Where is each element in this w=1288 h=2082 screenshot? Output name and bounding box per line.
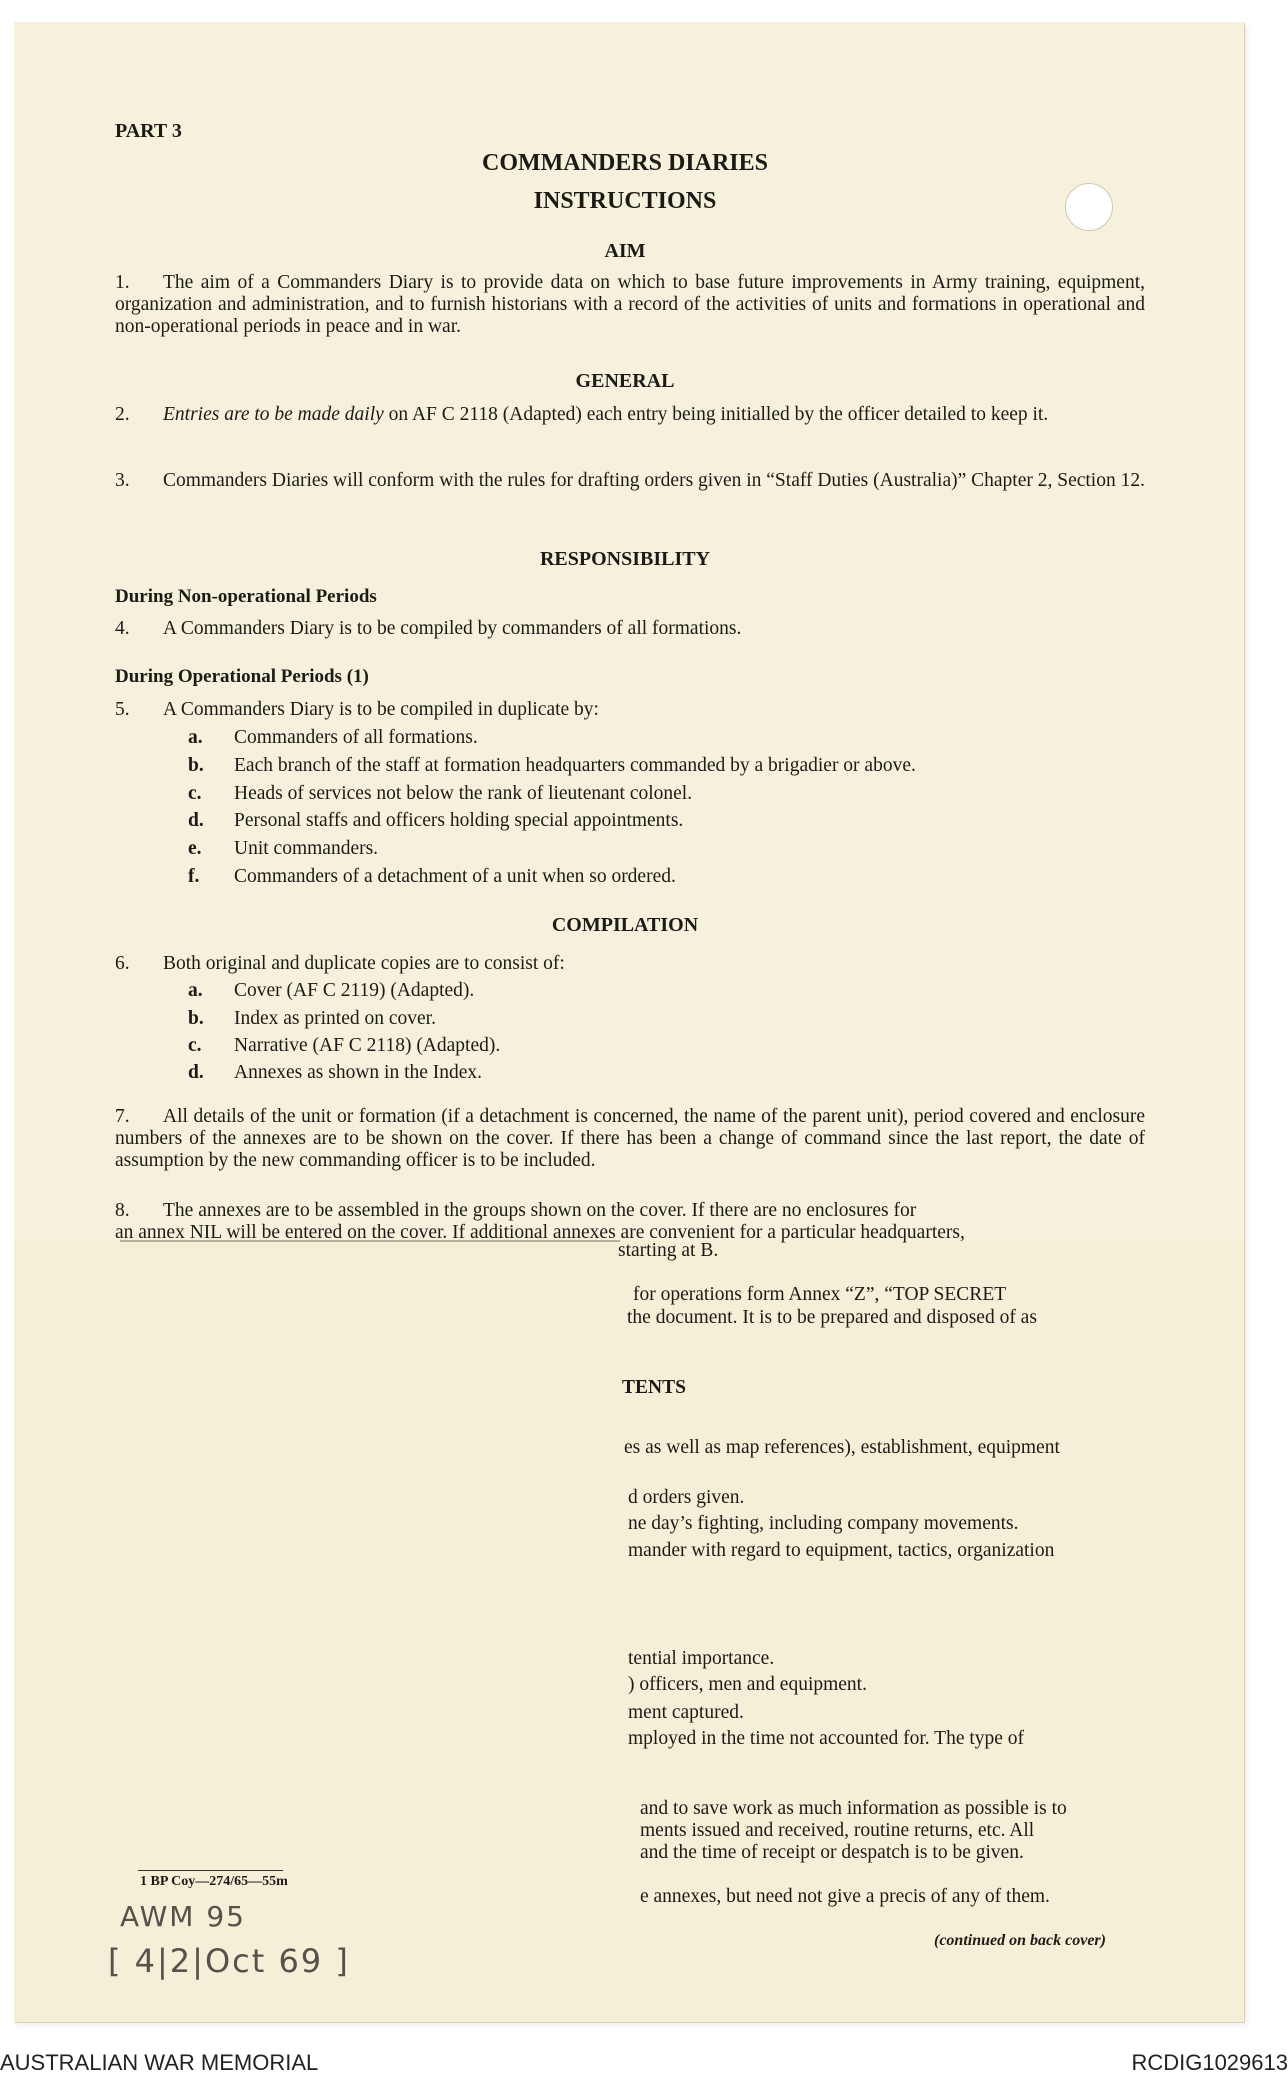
text-fragment: ) officers, men and equipment. (628, 1674, 867, 1695)
list-item: c. Heads of services not below the rank of lieutenant colonel. (188, 783, 693, 804)
paragraph-number: 4. (115, 618, 130, 639)
paragraph-5 (115, 699, 1145, 721)
part-label: PART 3 (115, 120, 182, 142)
paragraph-8-line-2: an annex NIL will be entered on the cover. If additional annexes are convenient for a particular headquarters, (115, 1222, 965, 1243)
heading-responsibility: RESPONSIBILITY (539, 548, 711, 570)
paragraph-number: 7. (115, 1106, 130, 1127)
paragraph-number: 1. (115, 272, 130, 293)
list-item: d. Personal staffs and officers holding special appointments. (188, 810, 684, 831)
paragraph-number: 5. (115, 699, 130, 720)
heading-general: GENERAL (575, 370, 675, 392)
paragraph-number: 8. (115, 1200, 130, 1221)
print-code: 1 BP Coy—274/65—55m (140, 1874, 288, 1889)
heading-contents-fragment: TENTS (622, 1377, 686, 1398)
paragraph-7 (115, 1106, 1145, 1172)
paragraph-text: Commanders Diaries will conform with the rules for drafting orders given in “Staff Duties (Australia)” Chapter 2, Section 12. (163, 470, 1145, 491)
list-item: e. Unit commanders. (188, 838, 379, 859)
text-fragment: mander with regard to equipment, tactics, organization (628, 1540, 1055, 1561)
text-fragment: tential importance. (628, 1648, 775, 1669)
paragraph-2 (115, 404, 1145, 426)
archive-id: RCDIG1029613 (1131, 2050, 1288, 2075)
text-fragment: d orders given. (628, 1487, 745, 1508)
paragraph-number: 6. (115, 953, 130, 974)
list-item: c. Narrative (AF C 2118) (Adapted). (188, 1035, 501, 1056)
list-item: f. Commanders of a detachment of a unit when so ordered. (188, 866, 676, 887)
paragraph-1 (115, 272, 1145, 338)
list-item: b. Index as printed on cover. (188, 1008, 436, 1029)
paragraph-number: 2. (115, 404, 130, 425)
continued-note: (continued on back cover) (934, 1932, 1106, 1949)
heading-aim: AIM (604, 240, 646, 262)
footer-rule (138, 1870, 283, 1871)
text-fragment: mployed in the time not accounted for. The type of (628, 1728, 1025, 1749)
paragraph-text: A Commanders Diary is to be compiled in duplicate by: (163, 699, 599, 720)
list-item: b. Each branch of the staff at formation headquarters commanded by a brigadier or above. (188, 755, 916, 776)
text-fragment: ne day’s fighting, including company movements. (628, 1513, 1019, 1534)
text-fragment: the document. It is to be prepared and disposed of as (627, 1307, 1037, 1328)
handwritten-date: [ 4|2|Oct 69 ] (108, 1942, 350, 1980)
subheading-non-operational: During Non-operational Periods (115, 586, 377, 607)
handwritten-reference: AWM 95 (120, 1900, 246, 1933)
list-item: a. Commanders of all formations. (188, 727, 478, 748)
paragraph-text: The annexes are to be assembled in the groups shown on the cover. If there are no enclosures for (163, 1200, 917, 1221)
paragraph-text: Both original and duplicate copies are to consist of: (163, 953, 565, 974)
paragraph-text: All details of the unit or formation (if a detachment is concerned, the name of the parent unit), period covered and enclosure numbers of the annexes are to be shown on the cover. If there has been a change of command since the last report, the date of assumption by the new commanding officer is to be included. (115, 1106, 1145, 1171)
paragraph-text: The aim of a Commanders Diary is to provide data on which to base future improvements in Army training, equipment, organization and administration, and to furnish historians with a record of the activities of units and formations in operational and non-operational periods in peace and in war. (115, 272, 1145, 337)
archive-caption: AUSTRALIAN WAR MEMORIAL (0, 2050, 319, 2075)
text-fragment: ments issued and received, routine returns, etc. All (640, 1820, 1035, 1841)
subheading-operational: During Operational Periods (1) (115, 666, 369, 687)
paragraph-8-line-3: starting at B. (618, 1240, 719, 1261)
text-fragment: es as well as map references), establishment, equipment (624, 1437, 1060, 1458)
paragraph-4 (115, 618, 1145, 640)
text-fragment: ment captured. (628, 1702, 744, 1723)
paragraph-6 (115, 953, 1145, 975)
paragraph-emphasis: Entries are to be made daily (163, 404, 384, 425)
heading-compilation: COMPILATION (551, 914, 699, 936)
paragraph-text: on AF C 2118 (Adapted) each entry being initialled by the officer detailed to keep it. (388, 404, 1049, 425)
paragraph-3 (115, 470, 1145, 492)
text-fragment: for operations form Annex “Z”, “TOP SECRET (633, 1284, 1007, 1305)
list-item: d. Annexes as shown in the Index. (188, 1062, 483, 1083)
paragraph-8 (115, 1200, 1145, 1222)
list-item: a. Cover (AF C 2119) (Adapted). (188, 980, 475, 1001)
page-subtitle: INSTRUCTIONS (533, 188, 717, 214)
paragraph-number: 3. (115, 470, 130, 491)
text-fragment: e annexes, but need not give a precis of any of them. (640, 1886, 1050, 1907)
paragraph-text: A Commanders Diary is to be compiled by commanders of all formations. (163, 618, 742, 639)
page-title: COMMANDERS DIARIES (481, 150, 769, 176)
text-fragment: and to save work as much information as possible is to (640, 1798, 1067, 1819)
text-fragment: and the time of receipt or despatch is to be given. (640, 1842, 1024, 1863)
